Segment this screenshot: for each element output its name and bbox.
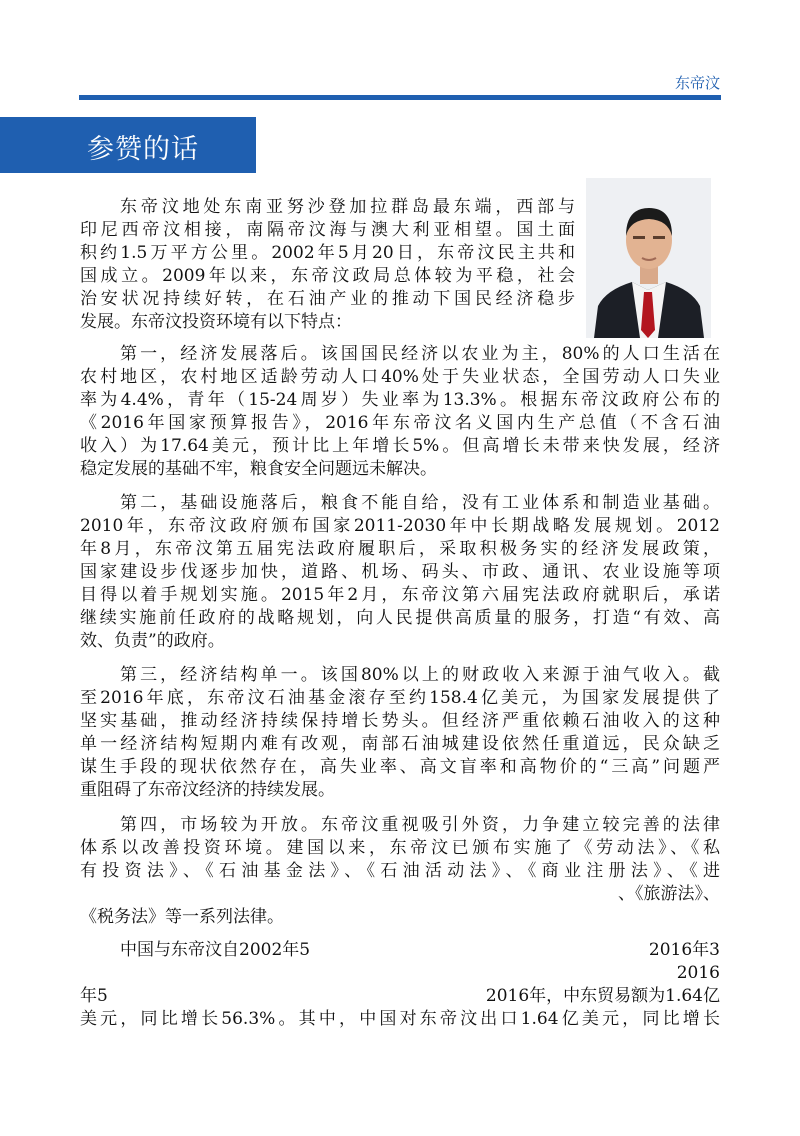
- paragraph-5-line-5: 《税务法》等一系列法律。: [80, 907, 284, 927]
- paragraph-4-line-1: 第三，经济结构单一。该国80%以上的财政收入来源于油气收入。截: [120, 665, 720, 685]
- paragraph-4-line-6: 重阻碍了东帝汶经济的持续发展。: [80, 780, 335, 800]
- paragraph-6-line-1-right: 2016年3: [648, 940, 720, 960]
- paragraph-5-line-4: 、《旅游法》、: [618, 884, 720, 904]
- paragraph-3-line-5: 目得以着手规划实施。2015年2月，东帝汶第六届宪法政府就职后，承诺: [80, 585, 720, 605]
- paragraph-5-line-2: 体系以改善投资环境。建国以来，东帝汶已颁布实施了《劳动法》、《私: [80, 838, 720, 858]
- paragraph-2-line-2: 农村地区，农村地区适龄劳动人口40%处于失业状态，全国劳动人口失业: [80, 367, 720, 387]
- paragraph-6-line-2-right: 2016: [676, 963, 720, 983]
- paragraph-6-line-3-right: 2016年，中东贸易额为1.64亿: [485, 986, 720, 1006]
- title-banner: [0, 117, 256, 173]
- paragraph-3-line-3: 年8月，东帝汶第五届宪法政府履职后，采取积极务实的经济发展政策，: [80, 539, 720, 559]
- paragraph-3-line-1: 第二，基础设施落后，粮食不能自给，没有工业体系和制造业基础。: [120, 493, 720, 513]
- paragraph-2-line-4: 《2016年国家预算报告》，2016年东帝汶名义国内生产总值（不含石油: [80, 413, 720, 433]
- paragraph-4-line-4: 单一经济结构短期内难有改观，南部石油城建设依然任重道远，民众缺乏: [80, 734, 720, 754]
- paragraph-5-line-1: 第四，市场较为开放。东帝汶重视吸引外资，力争建立较完善的法律: [120, 815, 720, 835]
- paragraph-4-line-2: 至2016年底，东帝汶石油基金滚存至约158.4亿美元，为国家发展提供了: [80, 688, 720, 708]
- paragraph-6-line-3-left: 年5: [80, 986, 108, 1006]
- paragraph-1-line-1: 东帝汶地处东南亚努沙登加拉群岛最东端，西部与: [120, 197, 575, 217]
- portrait-image: [586, 178, 711, 338]
- paragraph-3-line-2: 2010年，东帝汶政府颁布国家2011-2030年中长期战略发展规划。2012: [80, 516, 720, 536]
- paragraph-2-line-6: 稳定发展的基础不牢，粮食安全问题远未解决。: [80, 459, 437, 479]
- paragraph-4-line-3: 坚实基础，推动经济持续保持增长势头。但经济严重依赖石油收入的这种: [80, 711, 720, 731]
- paragraph-2-line-1: 第一，经济发展落后。该国国民经济以农业为主，80%的人口生活在: [120, 344, 720, 364]
- paragraph-3-line-4: 国家建设步伐逐步加快，道路、机场、码头、市政、通讯、农业设施等项: [80, 562, 720, 582]
- paragraph-3-line-7: 效、负责”的政府。: [80, 631, 225, 651]
- paragraph-1-line-2: 印尼西帝汶相接，南隔帝汶海与澳大利亚相望。国土面: [80, 220, 575, 240]
- header-country-label: 东帝汶: [674, 75, 720, 92]
- paragraph-3-line-6: 继续实施前任政府的战略规划，向人民提供高质量的服务，打造“有效、高: [80, 608, 720, 628]
- paragraph-1-line-4: 国成立。2009年以来，东帝汶政局总体较为平稳，社会: [80, 266, 575, 286]
- paragraph-1-line-6: 发展。东帝汶投资环境有以下特点：: [80, 312, 352, 332]
- paragraph-5-line-3: 有投资法》、《石油基金法》、《石油活动法》、《商业注册法》、《进: [80, 861, 720, 881]
- counselor-portrait: [586, 178, 711, 338]
- paragraph-6-line-1-left: 中国与东帝汶自2002年5: [120, 940, 311, 960]
- paragraph-1-line-3: 积约1.5万平方公里。2002年5月20日，东帝汶民主共和: [80, 243, 575, 263]
- page-title: 参赞的话: [87, 134, 199, 165]
- paragraph-4-line-5: 谋生手段的现状依然存在，高失业率、高文盲率和高物价的“三高”问题严: [80, 757, 720, 777]
- paragraph-2-line-5: 收入）为17.64美元，预计比上年增长5%。但高增长未带来快发展，经济: [80, 436, 720, 456]
- paragraph-2-line-3: 率为4.4%，青年（15-24周岁）失业率为13.3%。根据东帝汶政府公布的: [80, 390, 720, 410]
- paragraph-6-line-4: 美元，同比增长56.3%。其中，中国对东帝汶出口1.64亿美元，同比增长: [80, 1009, 720, 1029]
- paragraph-1-line-5: 治安状况持续好转，在石油产业的推动下国民经济稳步: [80, 289, 575, 309]
- header-divider: [79, 95, 721, 100]
